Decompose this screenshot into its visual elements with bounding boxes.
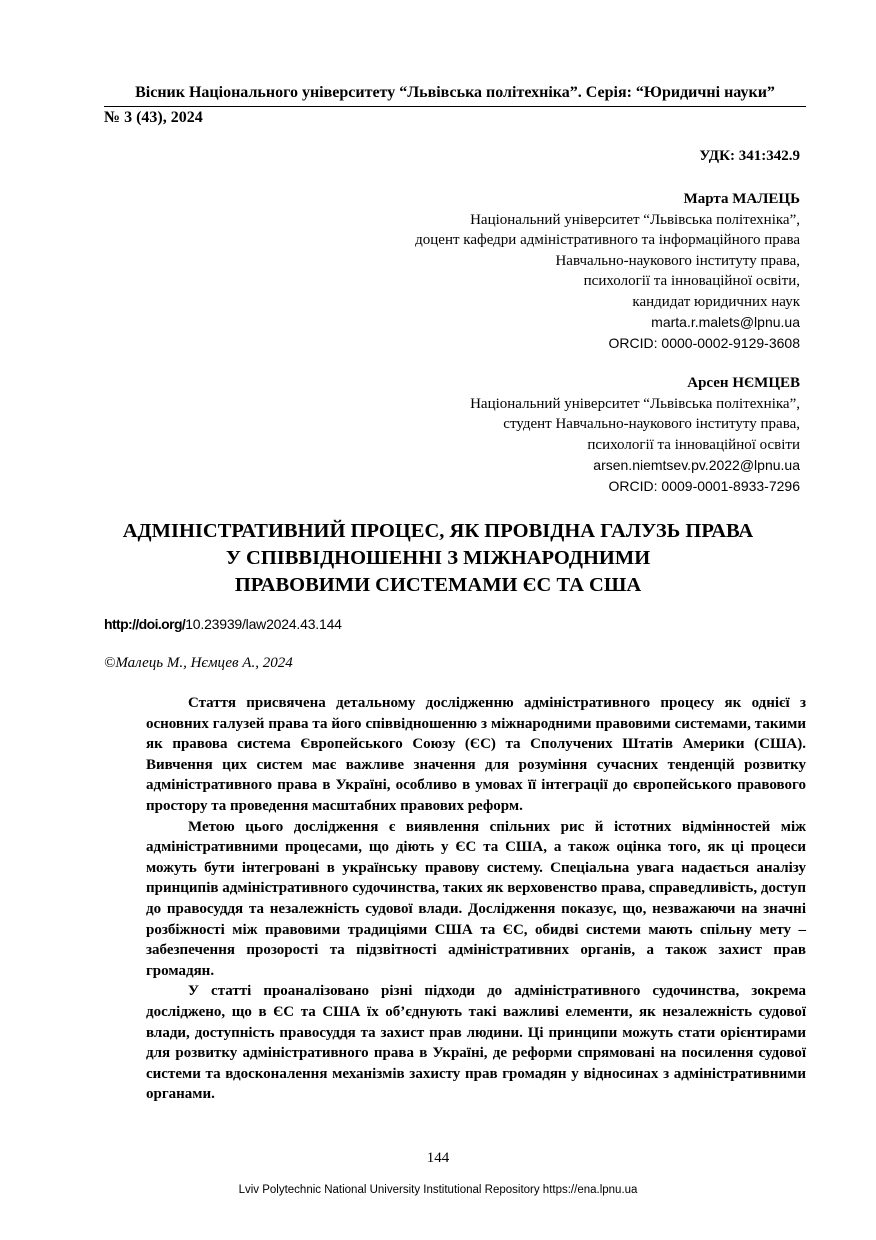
affiliation-line: кандидат юридичних наук	[632, 293, 800, 310]
author-email[interactable]: arsen.niemtsev.pv.2022@lpnu.ua	[593, 457, 800, 473]
author-orcid: ORCID: 0009-0001-8933-7296	[608, 477, 800, 494]
author-orcid: ORCID: 0000-0002-9129-3608	[608, 334, 800, 351]
affiliation-line: Національний університет “Львівська політехніка”,	[470, 395, 800, 412]
author-name: Арсен НЄМЦЕВ	[687, 375, 800, 391]
title-line: У СПІВВІДНОШЕННІ З МІЖНАРОДНИМИ	[225, 547, 651, 569]
doi-suffix: 10.23939/law2024.43.144	[185, 616, 342, 632]
abstract-paragraph: У статті проаналізовано різні підходи до адміністративного судочинства, зокрема досліджено, що в ЄС та США їх об’єднують такі важливі елементи, як незалежність судової влади, доступність правосуддя та захист прав людини. Ці принципи можуть стати орієнтирами для розвитку адміністративного права в Україні, де реформи спрямовані на посилення судової системи та вдосконалення механізмів захисту прав громадян у відносинах з адміністративними органами.	[146, 983, 806, 1103]
title-line: ПРАВОВИМИ СИСТЕМАМИ ЄС ТА США	[234, 574, 642, 596]
page-number: 144	[426, 1150, 450, 1166]
abstract-paragraph: Стаття присвячена детальному дослідженню адміністративного процесу як однієї з основних галузей права та його співвідношенню з міжнародними правовими системами, такими як правова система Європейського Союзу (ЄС) та Сполучених Штатів Америки (США). Вивчення цих систем має важливе значення для розуміння сучасних тенденцій розвитку адміністративного права в Україні, особливо в умовах її інтеграції до європейського правового простору та проведення масштабних правових реформ.	[146, 695, 806, 814]
article-title	[0, 518, 876, 599]
author-block-2	[470, 373, 800, 496]
udc-code: УДК: 341:342.9	[699, 148, 800, 164]
doi-link[interactable]	[104, 616, 342, 632]
issue-number: № 3 (43), 2024	[104, 109, 203, 126]
affiliation-line: доцент кафедри адміністративного та інформаційного права	[415, 232, 800, 248]
header-rule	[104, 106, 806, 107]
affiliation-line: студент Навчально-наукового інституту права,	[503, 416, 800, 432]
abstract-paragraph: Метою цього дослідження є виявлення спільних рис й істотних відмінностей між адміністративними процесами, що діють у ЄС та США, а також оцінка того, як ці процеси можуть бути інтегровані в українську правову систему. Спеціальна увага надається аналізу принципів адміністративного судочинства, таких як верховенство права, справедливість, доступ до правосуддя та незалежність судової влади. Дослідження показує, що, незважаючи на значні розбіжності між правовими традиціями США та ЄС, обидві системи мають спільну мету – забезпечення прозорості та підзвітності адміністративних органів, а також захист прав громадян.	[146, 818, 806, 979]
affiliation-line: Національний університет “Львівська політехніка”,	[470, 211, 800, 228]
abstract	[146, 693, 806, 1105]
affiliation-line: Навчально-наукового інституту права,	[555, 252, 800, 269]
copyright: ©Малець М., Нємцев А., 2024	[104, 655, 293, 671]
affiliation-line: психології та інноваційної освіти	[587, 436, 800, 453]
doi-prefix: http://doi.org/	[104, 616, 186, 632]
repository-footer: Lviv Polytechnic National University Institutional Repository https://ena.lpnu.ua	[238, 1184, 638, 1196]
title-line: АДМІНІСТРАТИВНИЙ ПРОЦЕС, ЯК ПРОВІДНА ГАЛУЗЬ ПРАВА	[122, 520, 754, 542]
author-block-1	[415, 189, 800, 353]
affiliation-line: психології та інноваційної освіти,	[583, 273, 800, 289]
author-name: Марта МАЛЕЦЬ	[683, 191, 800, 207]
journal-title: Вісник Національного університету “Львівська політехніка”. Серія: “Юридичні науки”	[135, 84, 775, 101]
author-email[interactable]: marta.r.malets@lpnu.ua	[651, 314, 800, 330]
